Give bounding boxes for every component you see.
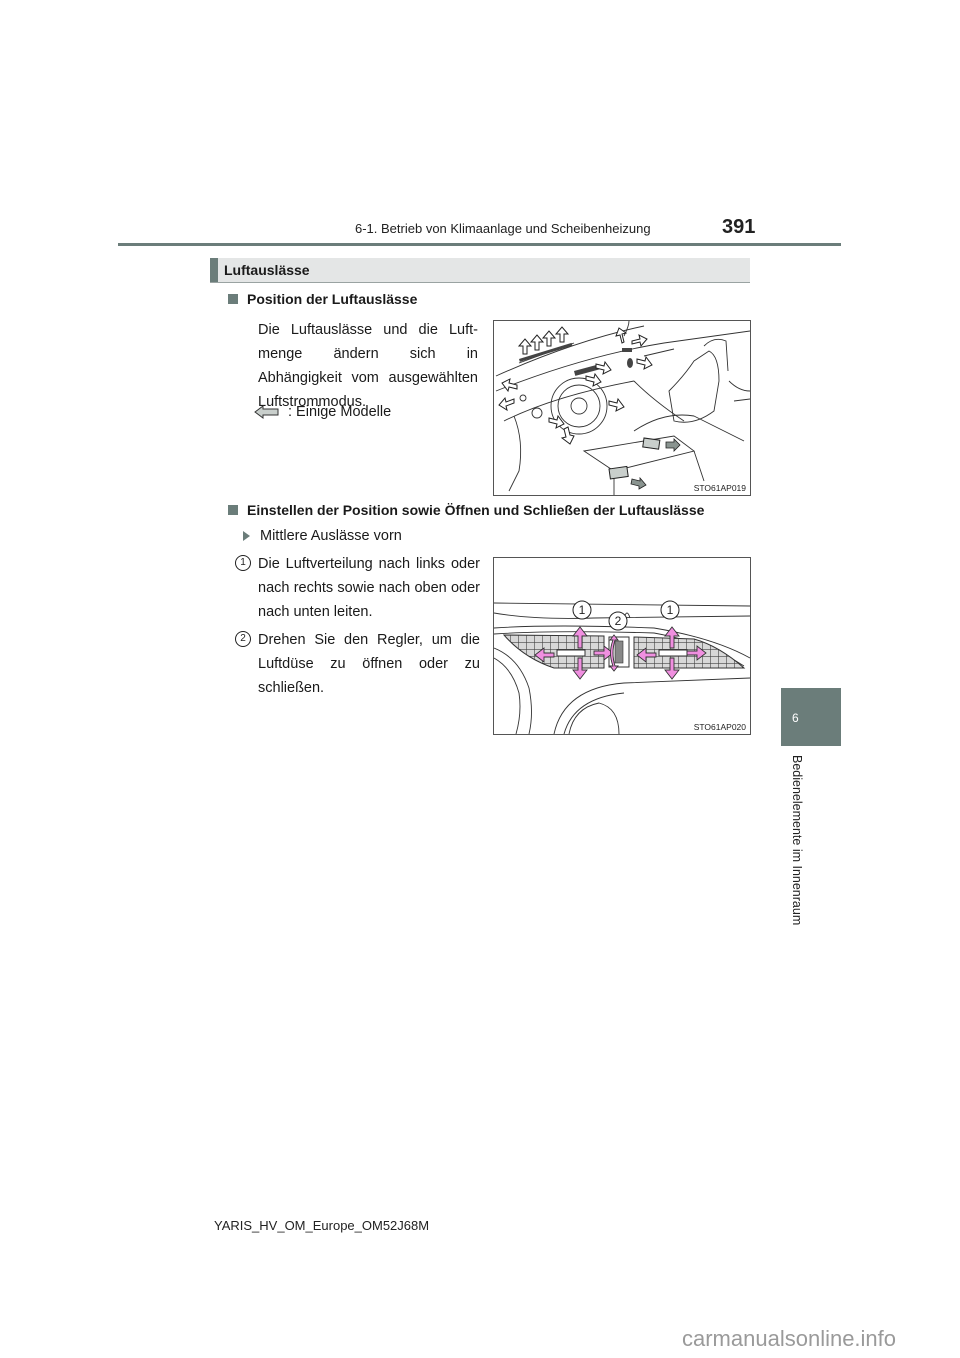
list-item [235,628,480,700]
legend-text: : Einige Modelle [288,404,392,420]
header-rule [118,243,841,246]
callout-number-icon: 2 [235,631,251,647]
callout-1-right: 1 [666,603,674,617]
car-interior-illustration [494,321,750,495]
section-accent [210,258,218,282]
callout-1-left: 1 [578,603,586,617]
grey-arrow-icon [254,405,280,419]
chapter-label: Bedienelemente im Innenraum [790,755,804,926]
square-bullet-icon [228,294,238,304]
triangle-bullet-icon [243,531,250,541]
subheading-text: Einstellen der Position sowie Öffnen und Schließen der Luftauslässe [247,502,705,518]
running-header-section-title: 6-1. Betrieb von Klimaanlage und Scheibenheizung [355,221,651,236]
figure-code: STO61AP019 [693,483,746,493]
callout-number-icon: 1 [235,555,251,571]
watermark[interactable]: carmanualsonline.info [682,1326,897,1351]
chapter-number: 6 [792,711,799,725]
figure-interior-air-outlets [493,320,751,496]
subheading-position [228,291,417,307]
section-heading-bar [210,258,750,283]
document-id: YARIS_HV_OM_Europe_OM52J68M [214,1218,430,1233]
paragraph-position: Die Luftauslässe und die Luftmenge ändern sich in Abhängigkeit vom ausgewählten Luftstrommodus. [258,322,478,410]
numbered-list [235,552,480,700]
sub-subheading-text: Mittlere Auslässe vorn [260,528,402,544]
subheading-adjust [228,502,704,518]
figure-code: STO61AP020 [693,722,746,732]
legend-line [254,404,391,420]
list-item [235,552,480,624]
center-vents-illustration [494,558,750,734]
list-item-text: Drehen Sie den Regler, um die Luftdüse zu öffnen oder zu schließen. [258,632,480,696]
sub-subheading [243,528,402,544]
section-title: Luftauslässe [224,262,310,278]
subheading-text: Position der Luftauslässe [247,291,418,307]
chapter-tab [781,688,841,746]
callout-2: 2 [614,614,622,628]
list-item-text: Die Luftverteilung nach links oder nach rechts sowie nach oben oder nach unten leiten. [258,556,480,620]
square-bullet-icon [228,505,238,515]
figure-center-vents [493,557,751,735]
page-number: 391 [722,216,756,238]
